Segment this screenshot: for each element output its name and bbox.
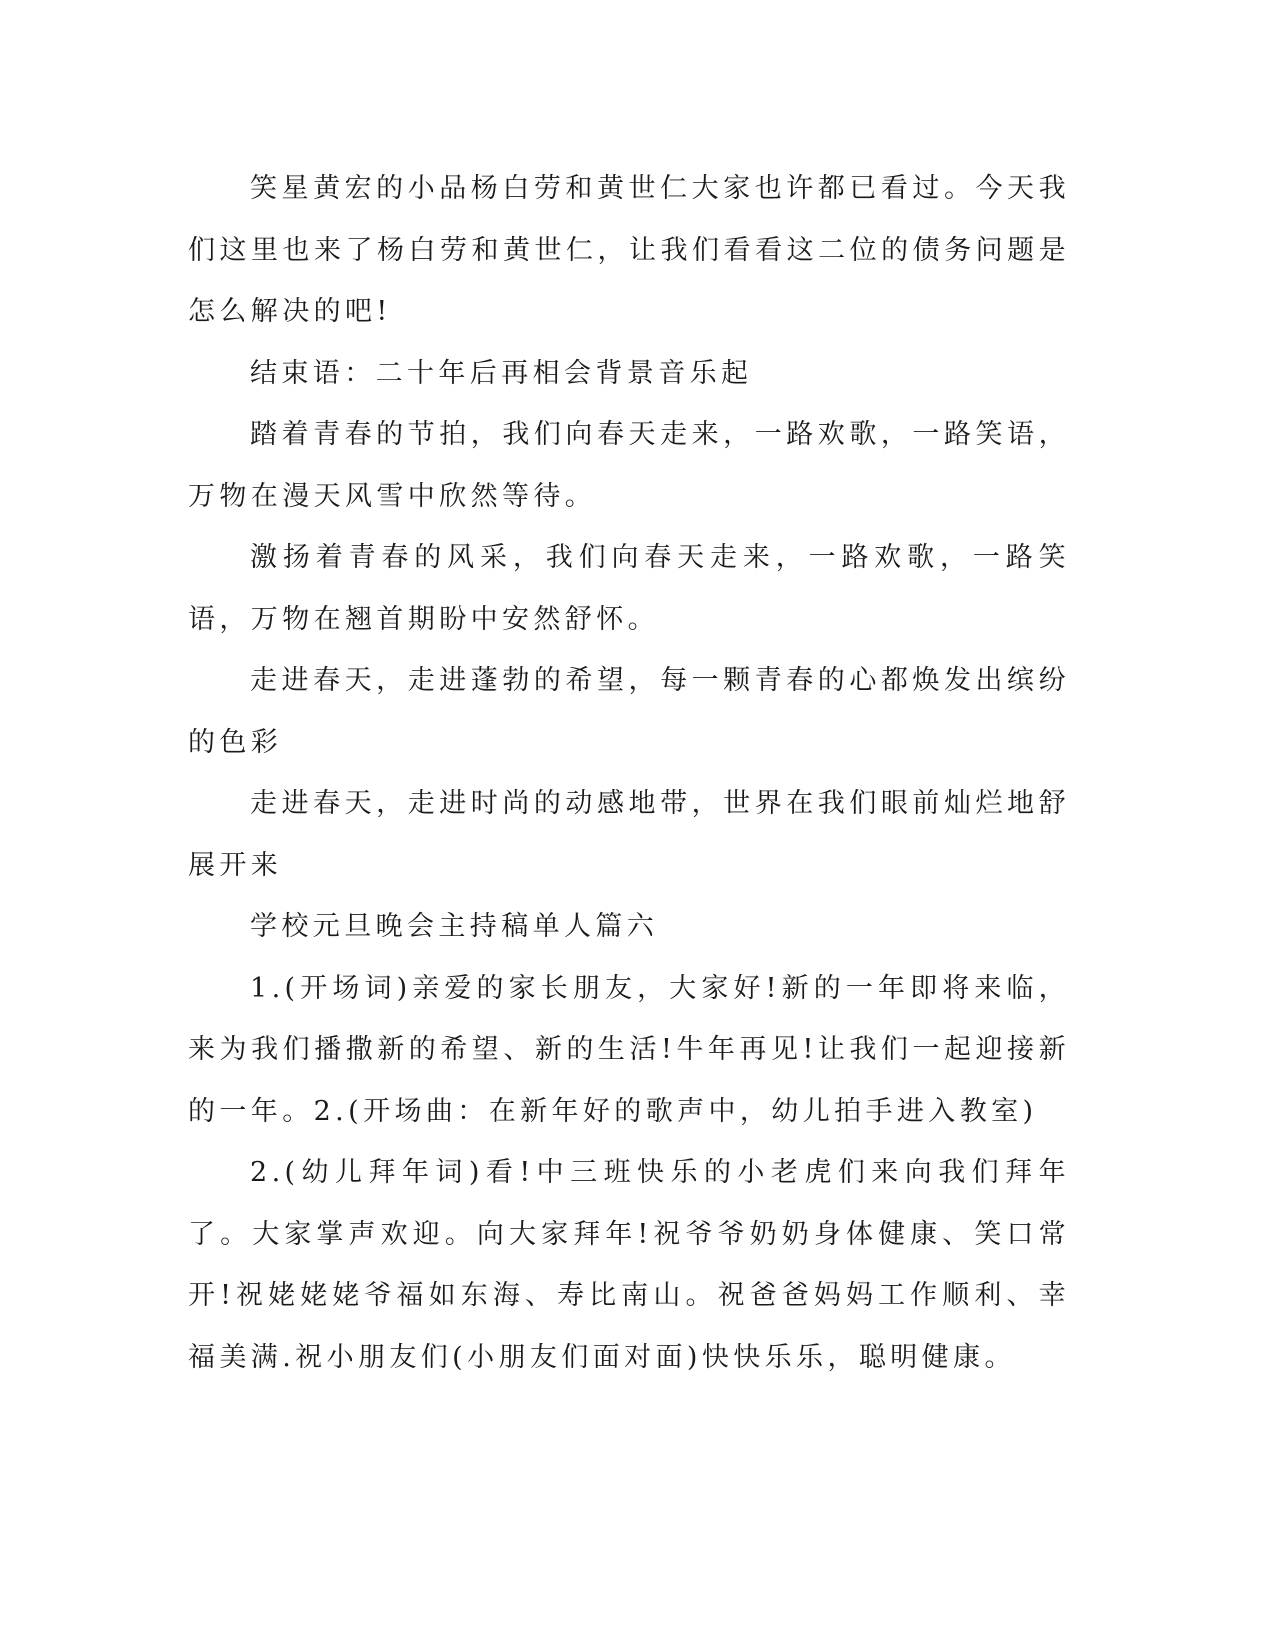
paragraph-spring-2: 激扬着青春的风采，我们向春天走来，一路欢歌，一路笑语，万物在翘首期盼中安然舒怀。 (188, 542, 1070, 635)
paragraph-opening: 1.(开场词)亲爱的家长朋友，大家好!新的一年即将来临，来为我们播撒新的希望、新的生活!牛年再见!让我们一起迎接新的一年。2.(开场曲：在新年好的歌声中，幼儿拍手进入教室) (188, 972, 1070, 1127)
paragraph-spring-1: 踏着青春的节拍，我们向春天走来，一路欢歌，一路笑语，万物在漫天风雪中欣然等待。 (188, 419, 1070, 512)
document-body (188, 158, 1070, 1388)
paragraph-spring-4: 走进春天，走进时尚的动感地带，世界在我们眼前灿烂地舒展开来 (188, 788, 1070, 881)
paragraph-greeting: 2.(幼儿拜年词)看!中三班快乐的小老虎们来向我们拜年了。大家掌声欢迎。向大家拜年!祝爷爷奶奶身体健康、笑口常开!祝姥姥姥爷福如东海、寿比南山。祝爸爸妈妈工作顺利、幸福美满.祝小朋友们(小朋友们面对面)快快乐乐，聪明健康。 (188, 1157, 1070, 1373)
paragraph-closing-heading: 结束语：二十年后再相会背景音乐起 (250, 357, 753, 389)
paragraph-intro: 笑星黄宏的小品杨白劳和黄世仁大家也许都已看过。今天我们这里也来了杨白劳和黄世仁，让我们看看这二位的债务问题是怎么解决的吧! (188, 173, 1070, 327)
paragraph-spring-3: 走进春天，走进蓬勃的希望，每一颗青春的心都焕发出缤纷的色彩 (188, 665, 1070, 758)
section-heading: 学校元旦晚会主持稿单人篇六 (250, 911, 659, 942)
